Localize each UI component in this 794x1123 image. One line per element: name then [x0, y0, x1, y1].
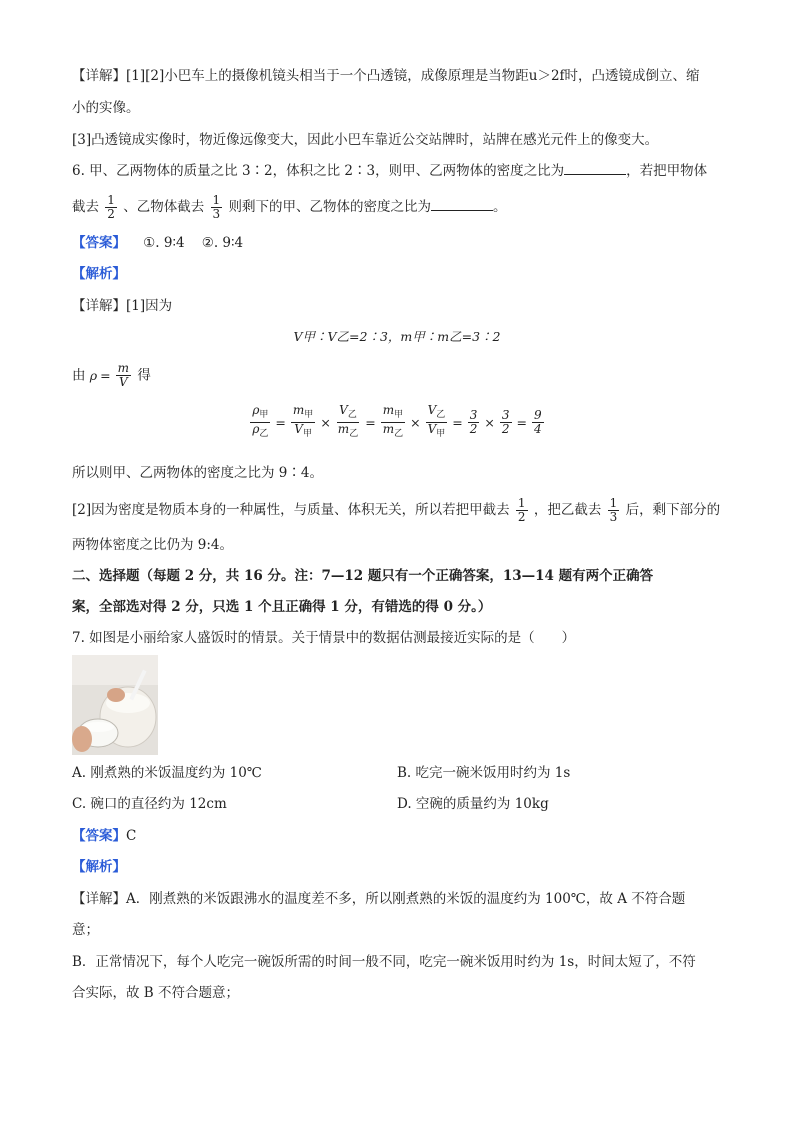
detail-line-2: [3]凸透镜成实像时，物近像远像变大，因此小巴车靠近公交站牌时，站牌在感光元件上的像变大。 — [72, 132, 659, 148]
fraction-one-half: $\frac{1}{2}$ — [107, 193, 115, 221]
option-d[interactable]: D. 空碗的质量约为 10kg — [397, 796, 549, 812]
answer-blank[interactable] — [564, 161, 626, 175]
answer-6: 【答案】 ①. 9∶4 ②. 9∶4 — [72, 235, 244, 251]
section-2-heading: 二、选择题（每题 2 分，共 16 分。注：7—12 题只有一个正确答案，13—14 题有两个正确答 — [72, 568, 654, 584]
detail-7-b: 意； — [72, 922, 99, 938]
detail-7-a: 【详解】A．刚煮熟的米饭跟沸水的温度差不多，所以刚煮熟的米饭的温度约为 100℃，故 A 不符合题 — [72, 891, 686, 907]
detail-6-1: 【详解】[1]因为 — [72, 298, 173, 314]
detail-line-1b: 小的实像。 — [72, 100, 140, 116]
question-6-line-1: 6. 甲、乙两物体的质量之比 3∶2，体积之比 2∶3，则甲、乙两物体的密度之比为 ，若把甲物体 — [72, 163, 708, 179]
question-6-line-2: 截去 $\frac{1}{2}$ 、乙物体截去 $\frac{1}{3}$ 则剩下的甲、乙物体的密度之比为 。 — [72, 193, 507, 221]
detail-line-1: 【详解】[1][2]小巴车上的摄像机镜头相当于一个凸透镜，成像原理是当物距u＞2f时，凸透镜成倒立、缩 — [72, 68, 700, 84]
equation-ratio: V甲∶V乙=2∶3，m甲∶m乙=3∶2 — [293, 329, 501, 344]
density-formula-line: 由 ρ = $\frac{m}{V}$ 得 — [72, 361, 151, 389]
answer-7: 【答案】C — [72, 828, 137, 844]
analysis-label-7: 【解析】 — [72, 859, 126, 875]
option-c[interactable]: C. 碗口的直径约为 12cm — [72, 796, 227, 812]
answer-blank[interactable] — [431, 197, 493, 211]
question-7: 7. 如图是小丽给家人盛饭时的情景。关于情景中的数据估测最接近实际的是（ ） — [72, 630, 576, 646]
conclusion-1: 所以则甲、乙两物体的密度之比为 9∶4。 — [72, 465, 323, 481]
option-b[interactable]: B. 吃完一碗米饭用时约为 1s — [397, 765, 571, 781]
detail-6-2b: 两物体密度之比仍为 9:4。 — [72, 537, 234, 553]
detail-7-c: B．正常情况下，每个人吃完一碗饭所需的时间一般不同，吃完一碗米饭用时约为 1s，时间太短了，不符 — [72, 954, 696, 970]
detail-7-d: 合实际，故 B 不符合题意； — [72, 985, 240, 1001]
option-a[interactable]: A. 刚煮熟的米饭温度约为 10℃ — [72, 765, 262, 781]
detail-6-2: [2]因为密度是物质本身的一种属性，与质量、体积无关，所以若把甲截去 $\frac{1}{2}$ ，把乙截去 $\frac{1}{3}$ 后，剩下部分的 — [72, 496, 721, 524]
section-2-heading-b: 案，全部选对得 2 分，只选 1 个且正确得 1 分，有错选的得 0 分。） — [72, 599, 492, 615]
analysis-label-6: 【解析】 — [72, 266, 126, 282]
fraction-one-third: $\frac{1}{3}$ — [212, 193, 221, 221]
rice-serving-photo — [72, 655, 158, 755]
fraction-m-over-v: $\frac{m}{V}$ — [117, 361, 130, 389]
equation-density-ratio: $\frac{\rho_甲}{\rho_乙}$ = $\frac{m_甲}{V_甲}$ × $\frac{V_乙}{m_乙}$ = $\frac{m_甲}{m_乙}$ × $\frac{V_乙}{V_甲}$ = $\frac{3}{2}$ × $\frac{3}{2}$ = $\frac{9}{4}$ — [252, 403, 542, 439]
